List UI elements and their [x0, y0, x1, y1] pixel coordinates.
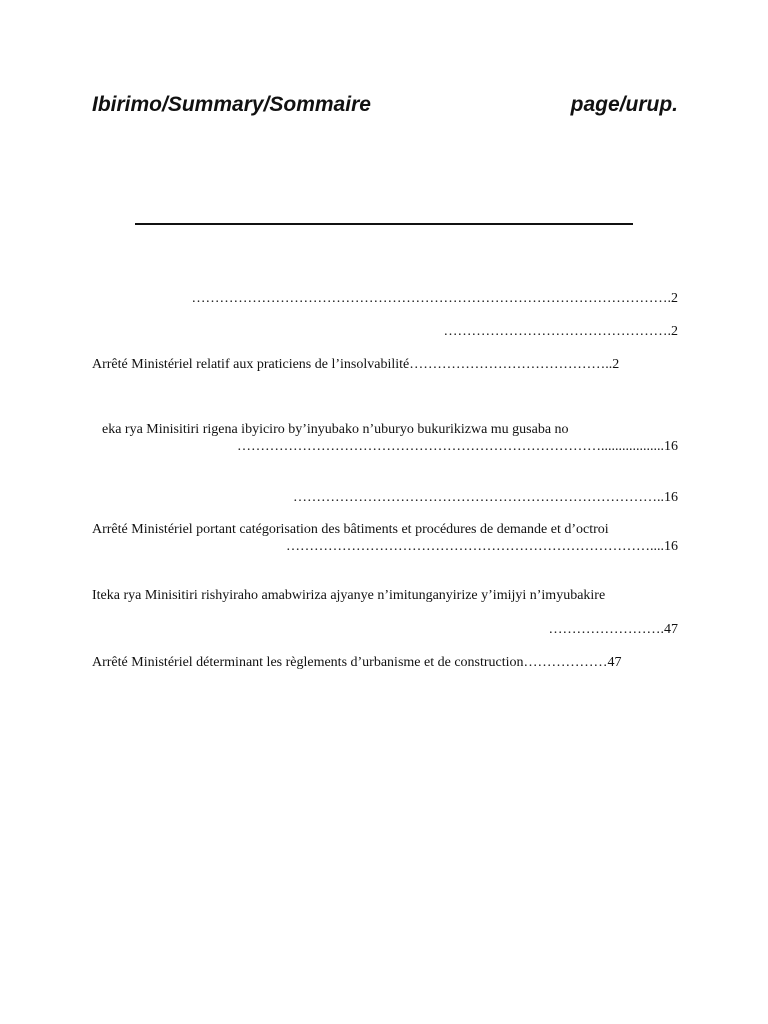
summary-title: Ibirimo/Summary/Sommaire [92, 93, 371, 116]
summary-header [92, 88, 678, 122]
toc-entry-2-leader: ………………………………………….2 [443, 324, 678, 339]
toc-entry-3 [92, 356, 619, 374]
header-divider [135, 223, 633, 225]
page-column-label: page/urup. [570, 93, 678, 116]
toc-entry-5-leader: ……………………………………………………………………..16 [293, 490, 678, 505]
toc-entry-4-leader: ……………………………………………………………………..................16 [237, 439, 678, 454]
toc-entry-1-leader: ………………………………………………………………………………………….2 [191, 291, 678, 306]
toc-entry-8-text: Arrêté Ministériel déterminant les règlements d’urbanisme et de construction [92, 655, 524, 670]
toc-entry-3-leader: ……………………………………..2 [409, 357, 620, 372]
toc-entry-6-leader: ……………………………………………………………………....16 [286, 539, 678, 554]
toc-entry-6-text: Arrêté Ministériel portant catégorisation des bâtiments et procédures de demande et d’octroi [92, 522, 609, 537]
toc-entry-7-text: Iteka rya Minisitiri rishyiraho amabwiriza ajyanye n’imitunganyirize y’imijyi n’imyubakire [92, 588, 606, 603]
toc-entry-3-text: Arrêté Ministériel relatif aux praticiens de l’insolvabilité [92, 357, 410, 372]
toc-entry-7-leader: …………………….47 [548, 622, 678, 637]
toc-entry-4-text: eka rya Minisitiri rigena ibyiciro by’inyubako n’uburyo bukurikizwa mu gusaba no [102, 422, 569, 437]
toc-entry-8-leader: ………………47 [523, 655, 622, 670]
toc-entry-8 [92, 654, 622, 672]
